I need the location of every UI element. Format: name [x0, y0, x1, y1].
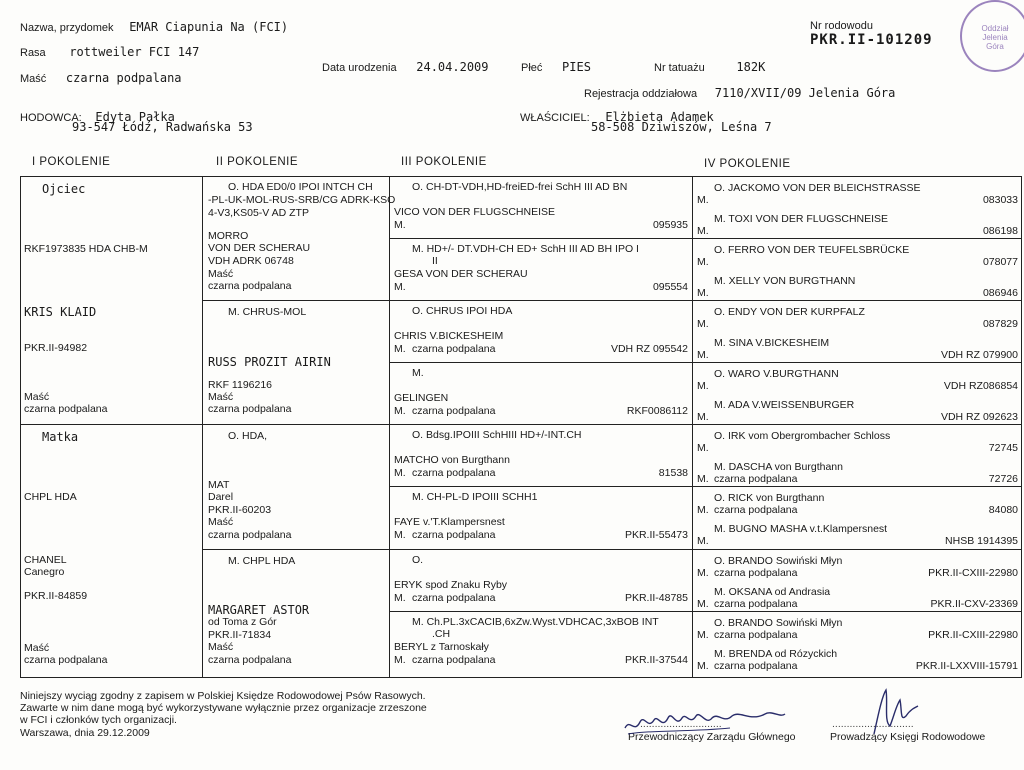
gen3-color: czarna podpalana [412, 467, 496, 479]
gen3-titles: O. CHRUS IPOI HDA [412, 305, 513, 317]
gen3-reg: 095554 [652, 281, 688, 293]
dam-color-label: Maść [24, 642, 50, 654]
tattoo-label: Nr tatuażu [654, 62, 705, 74]
sire-color-label: Maść [24, 391, 50, 403]
gen4-name: M. XELLY VON BURGTHANN [714, 275, 856, 287]
gen2-2-name: MAT [208, 479, 230, 491]
gen4-reg: 72745 [988, 442, 1018, 454]
gen3-titles-cont: .CH [432, 628, 451, 640]
registration-value: 7110/XVII/09 Jelenia Góra [714, 86, 896, 100]
gen4-name: M. BRENDA od Rózyckich [714, 648, 838, 660]
name-label: Nazwa, przydomek [20, 22, 114, 34]
gen4-name: M. DASCHA von Burgthann [714, 461, 843, 473]
sig2-label: Prowadzący Księgi Rodowodowe [830, 731, 986, 743]
gen4-sex-prefix: M. [697, 504, 709, 516]
gen2-1-color-value: czarna podpalana [208, 403, 292, 415]
color-row [20, 67, 182, 86]
office-stamp [960, 0, 1024, 72]
gen2-0-color-value: czarna podpalana [208, 280, 292, 292]
gen4-reg: 083033 [982, 194, 1018, 206]
gen2-3-sub: od Toma z Gór [208, 616, 277, 628]
tattoo-value: 182K [736, 60, 766, 74]
gen4-reg: 078077 [982, 256, 1018, 268]
gen2-0-reg: VDH ADRK 06748 [208, 255, 294, 267]
gen4-sex-prefix: M. [697, 598, 709, 610]
sex-label: Płeć [521, 62, 543, 74]
stamp-line-2: Jelenia [982, 33, 1008, 42]
gen4-name: M. SINA V.BICKESHEIM [714, 337, 830, 349]
sig1-label: Przewodniczący Zarządu Głównego [628, 731, 796, 743]
gen4-sex-prefix: M. [697, 567, 709, 579]
gen2-2-color-value: czarna podpalana [208, 529, 292, 541]
pedigree-no-label: Nr rodowodu [810, 20, 873, 32]
signature-registrar [860, 686, 920, 738]
dam-titles: CHPL HDA [24, 491, 77, 503]
gen3-sex-prefix: M. [394, 592, 406, 604]
gen3-sex-prefix: M. [394, 281, 406, 293]
birth-value: 24.04.2009 [416, 60, 489, 74]
gen2-1-name: RUSS PROZIT AIRIN [208, 355, 331, 369]
dam-name: CHANEL [24, 554, 67, 566]
gen3-titles: O. Bdsg.IPOIII SchHIII HD+/-INT.CH [412, 429, 582, 441]
gen2-0-sub: VON DER SCHERAU [208, 242, 311, 254]
gen3-name: VICO VON DER FLUGSCHNEISE [394, 206, 556, 218]
gen4-name: O. IRK vom Obergrombacher Schloss [714, 430, 891, 442]
gen3-name: MATCHO von Burgthann [394, 454, 510, 466]
name-row [20, 16, 288, 35]
sig1-dots: ............................ [640, 718, 722, 730]
gen3-sex-prefix: M. [394, 343, 406, 355]
gen4-name: O. ENDY VON DER KURPFALZ [714, 306, 865, 318]
registration-label: Rejestracja oddziałowa [584, 88, 698, 100]
dam-color-value: czarna podpalana [24, 654, 108, 666]
gen3-titles-cont: II [432, 255, 438, 267]
gen2-2-color-label: Maść [208, 516, 234, 528]
gen4-reg: 086198 [982, 225, 1018, 237]
gen4-name: O. JACKOMO VON DER BLEICHSTRASSE [714, 182, 921, 194]
gen4-name: O. BRANDO Sowiński Młyn [714, 617, 843, 629]
gen4-reg: 086946 [982, 287, 1018, 299]
color-value: czarna podpalana [65, 71, 182, 85]
gen4-name: O. FERRO VON DER TEUFELSBRÜCKE [714, 244, 910, 256]
gen4-reg: VDH RZ 092623 [940, 411, 1018, 423]
gen3-titles: O. [412, 554, 424, 566]
gen4-color: czarna podpalana [714, 473, 798, 485]
gen4-sex-prefix: M. [697, 473, 709, 485]
name-value: EMAR Ciapunia Na (FCI) [129, 20, 289, 34]
gen4-name: M. OKSANA od Andrasia [714, 586, 831, 598]
gen4-reg: VDH RZ086854 [943, 380, 1018, 392]
gen3-titles: M. CH-PL-D IPOIII SCHH1 [412, 491, 538, 503]
gen3-sex-prefix: M. [394, 405, 406, 417]
birth-label: Data urodzenia [322, 62, 397, 74]
gen2-3-reg: PKR.II-71834 [208, 629, 272, 641]
sire-role: Ojciec [42, 182, 86, 196]
sire-name: KRIS KLAID [24, 305, 97, 319]
footer-line-2: Zawarte w nim dane mogą być wykorzystywane wyłącznie przez organizacje zrzeszone [20, 702, 427, 714]
gen3-name: ERYK spod Znaku Ryby [394, 579, 508, 591]
gen4-sex-prefix: M. [697, 287, 709, 299]
gen3-titles: M. HD+/- DT.VDH-CH ED+ SchH III AD BH IPO I [412, 243, 639, 255]
gen3-sex-prefix: M. [394, 467, 406, 479]
gen4-name: M. TOXI VON DER FLUGSCHNEISE [714, 213, 889, 225]
gen4-sex-prefix: M. [697, 349, 709, 361]
registration-row [584, 82, 895, 101]
gen4-color: czarna podpalana [714, 567, 798, 579]
breeder-label: HODOWCA: [20, 112, 82, 124]
gen2-0-line1: O. HDA ED0/0 IPOI INTCH CH [228, 181, 373, 193]
dam-pkr: PKR.II-84859 [24, 590, 88, 602]
pedigree-no-value: PKR.II-101209 [810, 32, 933, 48]
gen2-1-line1: M. CHRUS-MOL [228, 306, 307, 318]
gen4-sex-prefix: M. [697, 225, 709, 237]
gen3-color: czarna podpalana [412, 529, 496, 541]
gen4-reg: PKR.II-CXV-23369 [930, 598, 1018, 610]
gen2-0-line3: 4-V3,KS05-V AD ZTP [208, 207, 309, 219]
gen4-reg: 087829 [982, 318, 1018, 330]
gen3-name: GESA VON DER SCHERAU [394, 268, 528, 280]
gen4-name: M. BUGNO MASHA v.t.Klampersnest [714, 523, 888, 535]
owner-name: Elżbieta Adamek [605, 110, 714, 124]
owner-label: WŁAŚCICIEL: [520, 112, 590, 124]
tattoo-row [654, 56, 765, 75]
gen4-reg: VDH RZ 079900 [940, 349, 1018, 361]
gen4-sex-prefix: M. [697, 442, 709, 454]
sig2-dots: ............................ [832, 718, 914, 730]
gen3-sex-prefix: M. [394, 654, 406, 666]
gen2-3-color-label: Maść [208, 641, 234, 653]
gen4-color: czarna podpalana [714, 504, 798, 516]
gen4-sex-prefix: M. [697, 194, 709, 206]
gen2-0-color-label: Maść [208, 268, 234, 280]
birth-row [322, 56, 489, 75]
gen4-name: O. WARO V.BURGTHANN [714, 368, 839, 380]
owner-address: 58-508 Dziwiszów, Leśna 7 [591, 120, 772, 134]
gen4-reg: PKR.II-LXXVIII-15791 [915, 660, 1018, 672]
signature-chairman [620, 700, 790, 740]
gen4-name: O. BRANDO Sowiński Młyn [714, 555, 843, 567]
gen3-reg: PKR.II-48785 [624, 592, 688, 604]
gen2-1-reg: RKF 1196216 [208, 379, 273, 391]
breeder-name: Edyta Pałka [95, 110, 175, 124]
gen2-2-sub: Darel [208, 491, 234, 503]
gen4-reg: 72726 [988, 473, 1018, 485]
gen4-sex-prefix: M. [697, 256, 709, 268]
gen4-name: M. ADA V.WEISSENBURGER [714, 399, 855, 411]
gen3-color: czarna podpalana [412, 592, 496, 604]
gen3-sex-prefix: M. [394, 529, 406, 541]
gen4-reg: PKR.II-CXIII-22980 [928, 629, 1018, 641]
gen3-reg: 81538 [658, 467, 688, 479]
dam-role: Matka [42, 430, 79, 444]
stamp-line-1: Oddział [981, 24, 1009, 33]
gen3-name: GELINGEN [394, 392, 449, 404]
gen2-0-line2: -PL-UK-MOL-RUS-SRB/CG ADRK-KSO [208, 194, 396, 206]
gen3-reg: 095935 [652, 219, 688, 231]
gen3-reg: PKR.II-37544 [624, 654, 688, 666]
gen3-reg: VDH RZ 095542 [610, 343, 688, 355]
footer-line-3: w FCI i członków tych organizacji. [20, 714, 177, 726]
gen-header-2: II POKOLENIE [216, 156, 299, 168]
gen3-titles: M. Ch.PL.3xCACIB,6xZw.Wyst.VDHCAC,3xBOB INT [412, 616, 659, 628]
gen4-reg: NHSB 1914395 [945, 535, 1018, 547]
gen2-2-line1: O. HDA, [228, 430, 268, 442]
gen2-3-color-value: czarna podpalana [208, 654, 292, 666]
gen3-name: FAYE v.'T.Klampersnest [394, 516, 505, 528]
gen3-titles: M. [412, 367, 424, 379]
gen3-titles: O. CH-DT-VDH,HD-freiED-frei SchH III AD BN [412, 181, 628, 193]
gen-header-4: IV POKOLENIE [704, 158, 791, 170]
gen4-sex-prefix: M. [697, 318, 709, 330]
gen3-name: CHRIS V.BICKESHEIM [394, 330, 504, 342]
gen3-reg: RKF0086112 [626, 405, 688, 417]
sire-registration: RKF1973835 HDA CHB-M [24, 243, 148, 255]
footer-date: Warszawa, dnia 29.12.2009 [20, 727, 150, 739]
gen2-0-name: MORRO [208, 230, 249, 242]
gen4-reg: 84080 [988, 504, 1018, 516]
gen4-sex-prefix: M. [697, 411, 709, 423]
sire-color-value: czarna podpalana [24, 403, 108, 415]
gen2-3-name: MARGARET ASTOR [208, 603, 310, 617]
gen4-reg: PKR.II-CXIII-22980 [928, 567, 1018, 579]
gen4-sex-prefix: M. [697, 535, 709, 547]
gen2-1-color-label: Maść [208, 391, 234, 403]
gen3-sex-prefix: M. [394, 219, 406, 231]
gen2-3-line1: M. CHPL HDA [228, 555, 296, 567]
gen4-sex-prefix: M. [697, 660, 709, 672]
breed-label: Rasa [20, 47, 46, 59]
breed-value: rottweiler FCI 147 [69, 45, 200, 59]
sex-value: PIES [562, 60, 591, 74]
gen4-color: czarna podpalana [714, 598, 798, 610]
gen4-color: czarna podpalana [714, 660, 798, 672]
sex-row [521, 56, 591, 75]
gen-header-1: I POKOLENIE [32, 156, 111, 168]
sire-pkr: PKR.II-94982 [24, 342, 88, 354]
gen3-color: czarna podpalana [412, 654, 496, 666]
gen3-name: BERYL z Tarnoskały [394, 641, 489, 653]
gen3-color: czarna podpalana [412, 405, 496, 417]
gen4-color: czarna podpalana [714, 629, 798, 641]
breed-row [20, 41, 199, 60]
gen3-color: czarna podpalana [412, 343, 496, 355]
color-label: Maść [20, 73, 47, 85]
footer-line-1: Niniejszy wyciąg zgodny z zapisem w Polskiej Księdze Rodowodowej Psów Rasowych. [20, 690, 426, 702]
dam-sub: Canegro [24, 566, 65, 578]
stamp-line-3: Góra [986, 42, 1004, 51]
gen4-name: O. RICK von Burgthann [714, 492, 825, 504]
breeder-address: 93-547 Łódź, Radwańska 53 [72, 120, 253, 134]
gen4-sex-prefix: M. [697, 380, 709, 392]
gen-header-3: III POKOLENIE [401, 156, 487, 168]
gen4-sex-prefix: M. [697, 629, 709, 641]
gen2-2-reg: PKR.II-60203 [208, 504, 272, 516]
gen3-reg: PKR.II-55473 [624, 529, 688, 541]
